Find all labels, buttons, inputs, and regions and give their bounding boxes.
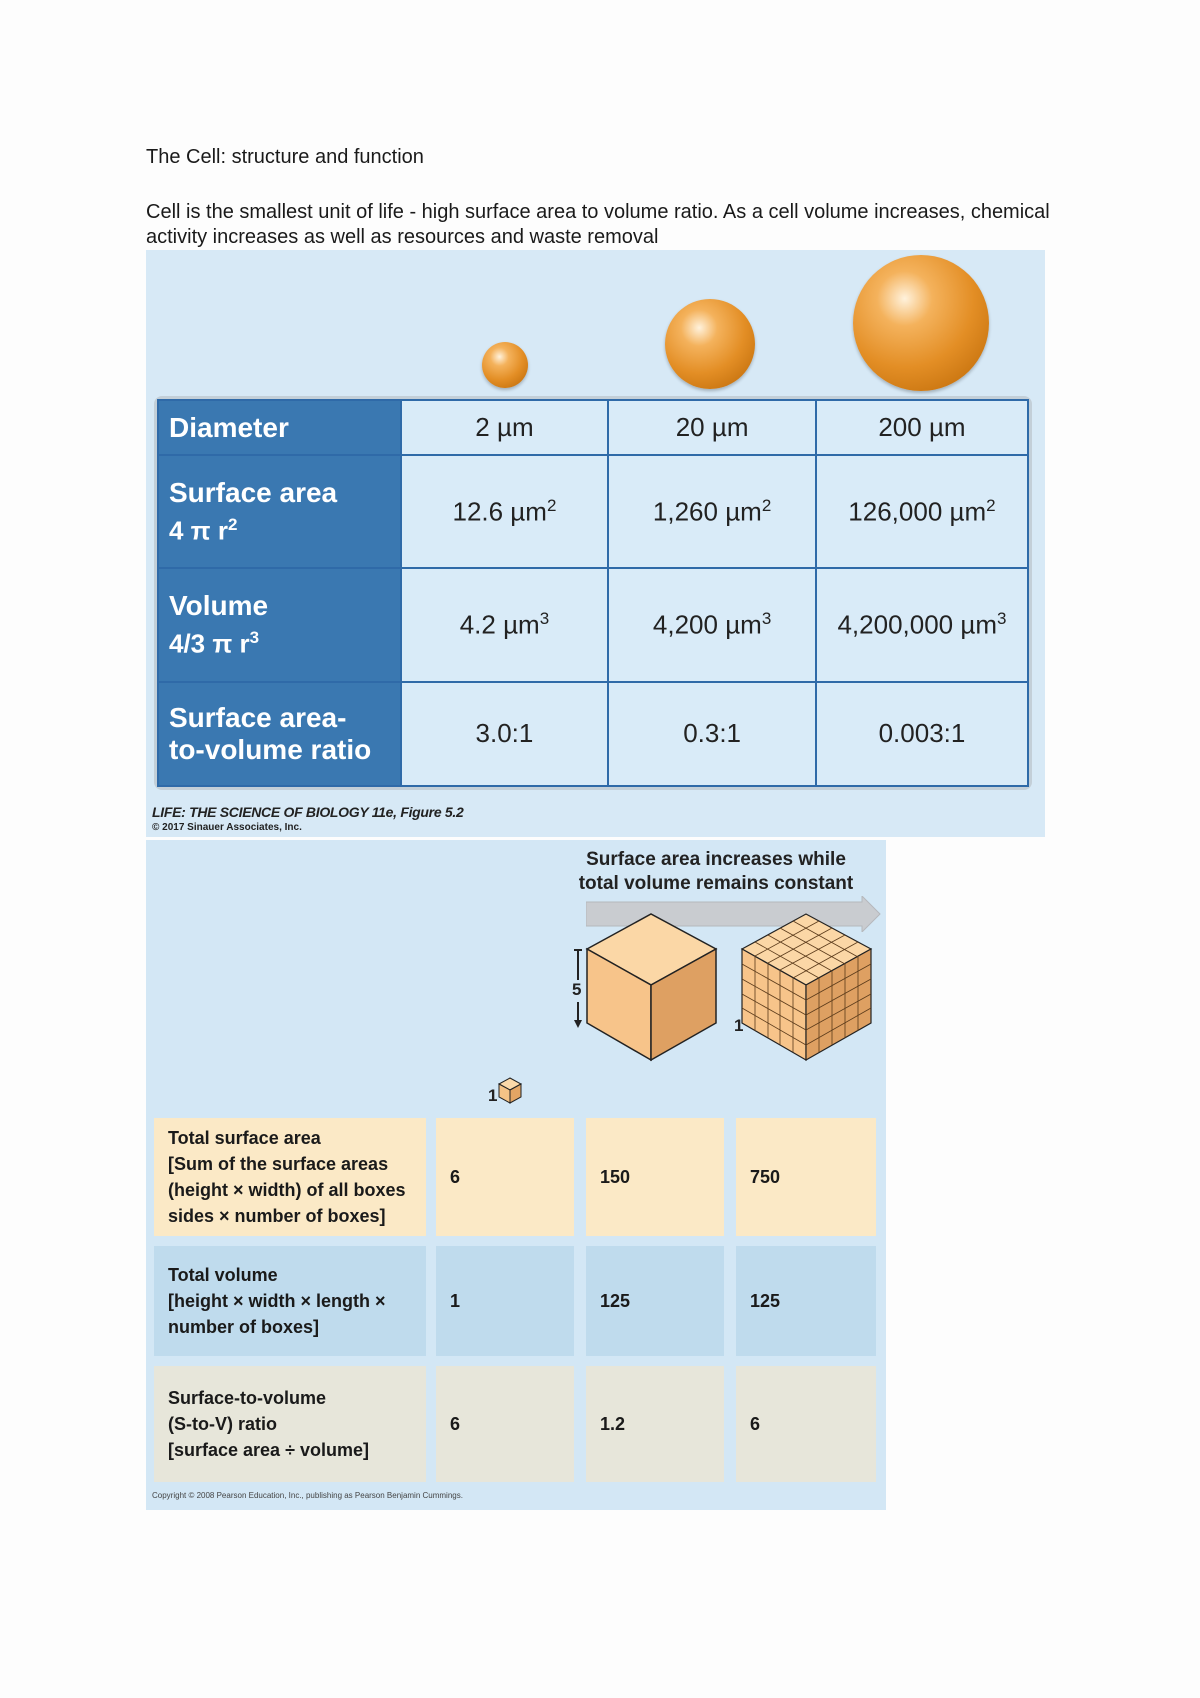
- surface-area-label-cell: [154, 1118, 426, 1236]
- table-cell: [401, 682, 609, 786]
- ratio-label-cell: [154, 1366, 426, 1482]
- cell-value: 125: [750, 1290, 781, 1311]
- label-line: (S-to-V) ratio: [168, 1414, 277, 1434]
- table-cell: [401, 400, 609, 455]
- cell-value: 4.2 µm: [459, 609, 540, 640]
- volume-row: [158, 568, 1028, 681]
- cell-value: 750: [750, 1166, 781, 1187]
- unit-power: 3: [539, 609, 550, 629]
- formula: [169, 509, 399, 547]
- unit-power: 3: [997, 609, 1007, 629]
- cell-value: 150: [600, 1166, 631, 1187]
- cell-value: 1: [450, 1290, 461, 1311]
- row-header-label: Surface area: [169, 477, 338, 509]
- label-line: [Sum of the surface areas: [168, 1154, 389, 1174]
- cell-value: 4,200 µm: [652, 609, 762, 640]
- row-header-label: Surface area-: [169, 701, 347, 733]
- surface-area-row: [158, 455, 1028, 568]
- table-cell: [401, 455, 609, 568]
- label-line: Total volume: [168, 1265, 278, 1285]
- small-sphere: [482, 342, 528, 388]
- unit-power: 2: [546, 496, 557, 516]
- diameter-row: [158, 400, 1028, 455]
- table-cell: [401, 568, 609, 681]
- table-cell: [816, 682, 1028, 786]
- cube-illustrations: [146, 840, 886, 1140]
- volume-cell: [736, 1246, 876, 1356]
- figure1-caption: LIFE: THE SCIENCE OF BIOLOGY 11e, Figure 5.2: [152, 804, 464, 820]
- label-line: Surface-to-volume: [168, 1388, 327, 1408]
- subdivided-cube-dimension: 1: [734, 1016, 744, 1035]
- cell-value: 12.6 µm: [452, 496, 547, 527]
- row-header-label: Volume: [169, 590, 269, 622]
- volume-cell: [436, 1246, 574, 1356]
- arrow-label-line2: total volume remains constant: [578, 873, 854, 894]
- document-title: The Cell: structure and function: [146, 146, 424, 168]
- large-cube-dimension: 5: [572, 980, 582, 999]
- unit-power: 2: [761, 496, 772, 516]
- cube-figure: [146, 840, 886, 1510]
- sphere-figure: [146, 250, 1045, 837]
- row-header: [158, 400, 401, 455]
- subdivided-cube-icon: [742, 914, 871, 1060]
- label-line: [surface area ÷ volume]: [168, 1440, 369, 1460]
- sphere-table-frame: [154, 396, 1032, 790]
- table-cell: [816, 455, 1028, 568]
- cell-value: 200 µm: [878, 412, 966, 443]
- table-cell: [816, 568, 1028, 681]
- surface-area-cell: [436, 1118, 574, 1236]
- cell-value: 20 µm: [675, 412, 749, 443]
- row-header: [158, 455, 401, 568]
- table-cell: [608, 455, 816, 568]
- surface-area-cell: [736, 1118, 876, 1236]
- formula-power: 3: [249, 628, 260, 648]
- surface-area-cell: [586, 1118, 724, 1236]
- cell-value: 6: [750, 1413, 761, 1434]
- cell-value: 1,260 µm: [652, 496, 762, 527]
- large-sphere: [853, 255, 989, 391]
- ratio-cell: [586, 1366, 724, 1482]
- cell-value: 126,000 µm: [848, 496, 987, 527]
- row-header-label-line2: to-volume ratio: [169, 733, 372, 765]
- table-cell: [816, 400, 1028, 455]
- unit-power: 2: [986, 496, 996, 516]
- unit-cube-dimension: 1: [488, 1086, 498, 1105]
- row-header: [158, 682, 401, 786]
- formula-power: 2: [227, 515, 238, 535]
- table-cell: [608, 682, 816, 786]
- table-cell: [608, 400, 816, 455]
- intro-paragraph: Cell is the smallest unit of life - high surface area to volume ratio. As a cell volume increases, chemical activity increases as well as resources and waste removal: [146, 201, 1050, 248]
- figure1-copyright: © 2017 Sinauer Associates, Inc.: [152, 822, 302, 833]
- cell-value: 0.3:1: [683, 718, 742, 749]
- ratio-cell: [736, 1366, 876, 1482]
- arrow-label-line1: Surface area increases while: [586, 849, 846, 870]
- volume-label-cell: [154, 1246, 426, 1356]
- formula-text: 4 π r: [169, 515, 228, 546]
- label-line: (height × width) of all boxes: [168, 1180, 406, 1200]
- label-line: [height × width × length ×: [168, 1291, 386, 1311]
- ratio-cell: [436, 1366, 574, 1482]
- ratio-row: [158, 682, 1028, 786]
- label-line: sides × number of boxes]: [168, 1206, 386, 1226]
- cell-value: 6: [450, 1166, 461, 1187]
- cell-value: 2 µm: [475, 412, 534, 443]
- row-header-label: Diameter: [169, 411, 289, 443]
- medium-sphere: [665, 299, 755, 389]
- row-header: [158, 568, 401, 681]
- table-cell: [608, 568, 816, 681]
- formula-text: 4/3 π r: [169, 628, 250, 659]
- formula: [169, 622, 399, 660]
- label-line: number of boxes]: [168, 1317, 320, 1337]
- cell-value: 0.003:1: [878, 718, 966, 749]
- label-line: Total surface area: [168, 1128, 321, 1148]
- cell-value: 6: [450, 1413, 461, 1434]
- cell-value: 1.2: [600, 1413, 626, 1434]
- unit-power: 3: [761, 609, 772, 629]
- figure2-copyright: Copyright © 2008 Pearson Education, Inc., publishing as Pearson Benjamin Cummings.: [152, 1491, 463, 1500]
- cell-value: 4,200,000 µm: [837, 609, 997, 640]
- sphere-table: [157, 399, 1029, 787]
- large-cube-icon: [587, 914, 716, 1060]
- cell-value: 125: [600, 1290, 631, 1311]
- volume-cell: [586, 1246, 724, 1356]
- cell-value: 3.0:1: [475, 718, 534, 749]
- unit-cube-icon: [499, 1078, 521, 1103]
